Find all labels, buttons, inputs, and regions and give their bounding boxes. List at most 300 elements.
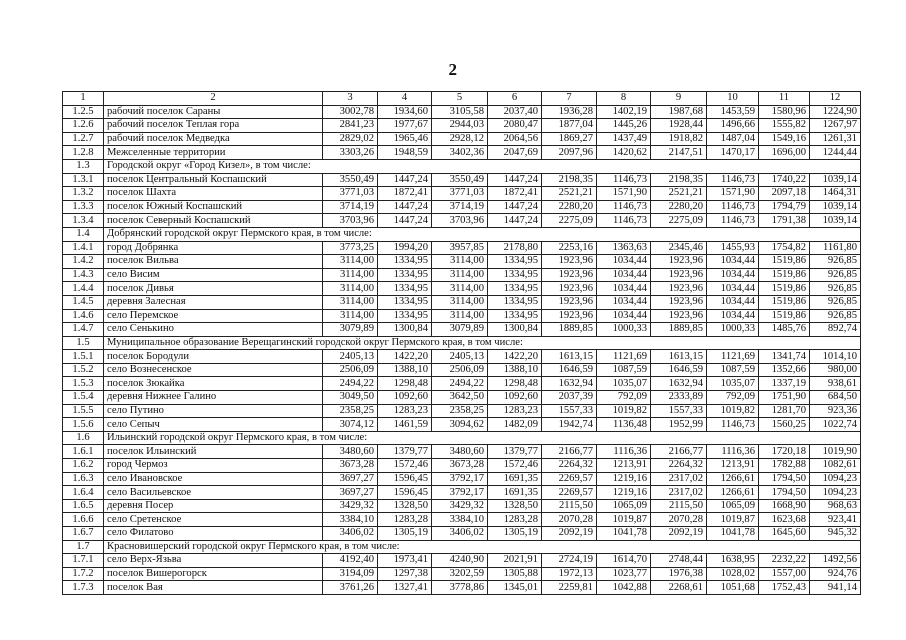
value-cell: 941,14 [810, 581, 861, 595]
settlement-name: поселок Вишерогорск [104, 567, 323, 581]
value-cell: 1877,04 [542, 119, 597, 133]
value-cell: 1334,95 [378, 309, 432, 323]
value-cell: 2097,96 [542, 146, 597, 160]
value-cell: 3792,17 [432, 486, 488, 500]
value-cell: 924,76 [810, 567, 861, 581]
value-cell: 1918,82 [651, 132, 707, 146]
value-cell: 1923,96 [542, 268, 597, 282]
value-cell: 1549,16 [759, 132, 810, 146]
value-cell: 1039,14 [810, 200, 861, 214]
value-cell: 1976,38 [651, 567, 707, 581]
value-cell: 3714,19 [432, 200, 488, 214]
value-cell: 3480,60 [323, 445, 378, 459]
value-cell: 3697,27 [323, 486, 378, 500]
value-cell: 1023,77 [597, 567, 651, 581]
value-cell: 2166,77 [651, 445, 707, 459]
value-cell: 1453,59 [707, 105, 759, 119]
value-cell: 3771,03 [323, 187, 378, 201]
section-title: Городской округ «Город Кизел», в том числе: [104, 159, 861, 173]
value-cell: 1623,68 [759, 513, 810, 527]
value-cell: 1300,84 [378, 323, 432, 337]
settlement-name: рабочий поселок Теплая гора [104, 119, 323, 133]
table-row [63, 459, 861, 473]
table-row [63, 445, 861, 459]
value-cell: 1028,02 [707, 567, 759, 581]
table-row [63, 187, 861, 201]
value-cell: 1872,41 [488, 187, 542, 201]
value-cell: 1146,73 [597, 173, 651, 187]
value-cell: 1422,20 [378, 350, 432, 364]
settlement-name: город Добрянка [104, 241, 323, 255]
value-cell: 2147,51 [651, 146, 707, 160]
table-row [63, 173, 861, 187]
value-cell: 2275,09 [651, 214, 707, 228]
value-cell: 2358,25 [432, 404, 488, 418]
value-cell: 2092,19 [542, 527, 597, 541]
value-cell: 1869,27 [542, 132, 597, 146]
value-cell: 1923,96 [651, 309, 707, 323]
value-cell: 1341,74 [759, 350, 810, 364]
value-cell: 1720,18 [759, 445, 810, 459]
value-cell: 3550,49 [323, 173, 378, 187]
row-code: 1.2.5 [63, 105, 104, 119]
settlement-name: село Сретенское [104, 513, 323, 527]
row-code: 1.4.6 [63, 309, 104, 323]
value-cell: 1092,60 [378, 391, 432, 405]
value-cell: 3384,10 [432, 513, 488, 527]
value-cell: 1334,95 [488, 309, 542, 323]
value-cell: 1334,95 [378, 295, 432, 309]
value-cell: 1328,50 [378, 499, 432, 513]
value-cell: 1973,41 [378, 554, 432, 568]
row-code: 1.7.1 [63, 554, 104, 568]
value-cell: 1923,96 [651, 282, 707, 296]
value-cell: 2198,35 [542, 173, 597, 187]
row-code: 1.7.2 [63, 567, 104, 581]
column-number-5: 5 [432, 92, 488, 106]
value-cell: 3771,03 [432, 187, 488, 201]
value-cell: 1283,23 [378, 404, 432, 418]
value-cell: 2494,22 [323, 377, 378, 391]
settlement-name: поселок Северный Коспашский [104, 214, 323, 228]
value-cell: 1379,77 [378, 445, 432, 459]
value-cell: 2021,91 [488, 554, 542, 568]
value-cell: 1014,10 [810, 350, 861, 364]
value-cell: 2264,32 [651, 459, 707, 473]
value-cell: 1283,28 [378, 513, 432, 527]
value-cell: 1334,95 [488, 282, 542, 296]
value-cell: 1094,23 [810, 472, 861, 486]
value-cell: 1638,95 [707, 554, 759, 568]
value-cell: 2037,40 [488, 105, 542, 119]
settlement-name: поселок Вая [104, 581, 323, 595]
value-cell: 1613,15 [542, 350, 597, 364]
row-code: 1.4 [63, 227, 104, 241]
value-cell: 1496,66 [707, 119, 759, 133]
value-cell: 1266,61 [707, 486, 759, 500]
value-cell: 3002,78 [323, 105, 378, 119]
value-cell: 3697,27 [323, 472, 378, 486]
section-title: Ильинский городской округ Пермского края, в том числе: [104, 431, 861, 445]
value-cell: 2047,69 [488, 146, 542, 160]
value-cell: 684,50 [810, 391, 861, 405]
value-cell: 1447,24 [488, 200, 542, 214]
value-cell: 1041,78 [707, 527, 759, 541]
value-cell: 1461,59 [378, 418, 432, 432]
row-code: 1.5.2 [63, 363, 104, 377]
value-cell: 1464,31 [810, 187, 861, 201]
value-cell: 1447,24 [488, 173, 542, 187]
value-cell: 1034,44 [597, 295, 651, 309]
value-cell: 3094,62 [432, 418, 488, 432]
column-number-7: 7 [542, 92, 597, 106]
value-cell: 2405,13 [432, 350, 488, 364]
section-title: Красновишерский городской округ Пермского края, в том числе: [104, 540, 861, 554]
value-cell: 926,85 [810, 309, 861, 323]
row-code: 1.3.3 [63, 200, 104, 214]
table-row [63, 527, 861, 541]
value-cell: 3773,25 [323, 241, 378, 255]
value-cell: 1146,73 [597, 214, 651, 228]
value-cell: 1213,91 [707, 459, 759, 473]
value-cell: 2345,46 [651, 241, 707, 255]
row-code: 1.5.6 [63, 418, 104, 432]
value-cell: 926,85 [810, 295, 861, 309]
value-cell: 3384,10 [323, 513, 378, 527]
value-cell: 3703,96 [432, 214, 488, 228]
value-cell: 926,85 [810, 268, 861, 282]
settlement-name: поселок Вильва [104, 255, 323, 269]
settlement-name: поселок Бородули [104, 350, 323, 364]
settlement-name: село Филатово [104, 527, 323, 541]
settlement-name: поселок Центральный Коспашский [104, 173, 323, 187]
value-cell: 1987,68 [651, 105, 707, 119]
value-cell: 1039,14 [810, 214, 861, 228]
value-cell: 1379,77 [488, 445, 542, 459]
value-cell: 926,85 [810, 255, 861, 269]
value-cell: 3114,00 [432, 268, 488, 282]
table-row [63, 567, 861, 581]
value-cell: 3049,50 [323, 391, 378, 405]
value-cell: 1571,90 [707, 187, 759, 201]
value-cell: 2166,77 [542, 445, 597, 459]
value-cell: 2097,18 [759, 187, 810, 201]
value-cell: 1487,04 [707, 132, 759, 146]
value-cell: 4240,90 [432, 554, 488, 568]
value-cell: 1116,36 [707, 445, 759, 459]
value-cell: 1041,78 [597, 527, 651, 541]
value-cell: 3194,09 [323, 567, 378, 581]
value-cell: 2317,02 [651, 472, 707, 486]
value-cell: 2748,44 [651, 554, 707, 568]
value-cell: 1782,88 [759, 459, 810, 473]
value-cell: 2070,28 [542, 513, 597, 527]
value-cell: 1352,66 [759, 363, 810, 377]
table-row [63, 554, 861, 568]
row-code: 1.6.5 [63, 499, 104, 513]
value-cell: 1447,24 [378, 200, 432, 214]
column-number-4: 4 [378, 92, 432, 106]
value-cell: 3114,00 [323, 282, 378, 296]
row-code: 1.2.7 [63, 132, 104, 146]
value-cell: 1614,70 [597, 554, 651, 568]
table-row [63, 513, 861, 527]
value-cell: 1555,82 [759, 119, 810, 133]
table-row [63, 214, 861, 228]
settlement-name: поселок Шахта [104, 187, 323, 201]
table-row [63, 200, 861, 214]
value-cell: 3114,00 [432, 255, 488, 269]
value-cell: 1146,73 [707, 214, 759, 228]
value-cell: 2724,19 [542, 554, 597, 568]
column-number-6: 6 [488, 92, 542, 106]
column-number-11: 11 [759, 92, 810, 106]
value-cell: 1121,69 [597, 350, 651, 364]
value-cell: 1334,95 [488, 268, 542, 282]
row-code: 1.4.3 [63, 268, 104, 282]
header-row [63, 92, 861, 106]
value-cell: 1972,13 [542, 567, 597, 581]
value-cell: 1305,88 [488, 567, 542, 581]
value-cell: 1485,76 [759, 323, 810, 337]
table-body [63, 92, 861, 595]
value-cell: 1363,63 [597, 241, 651, 255]
row-code: 1.4.1 [63, 241, 104, 255]
value-cell: 1571,90 [597, 187, 651, 201]
value-cell: 2358,25 [323, 404, 378, 418]
value-cell: 1447,24 [488, 214, 542, 228]
settlement-name: село Сепыч [104, 418, 323, 432]
value-cell: 1283,23 [488, 404, 542, 418]
settlement-name: село Васильевское [104, 486, 323, 500]
value-cell: 1519,86 [759, 255, 810, 269]
section-title: Муниципальное образование Верещагинский городской округ Пермского края, в том числе: [104, 336, 861, 350]
value-cell: 1219,16 [597, 486, 651, 500]
value-cell: 3714,19 [323, 200, 378, 214]
value-cell: 3079,89 [323, 323, 378, 337]
value-cell: 1267,97 [810, 119, 861, 133]
value-cell: 2115,50 [542, 499, 597, 513]
value-cell: 926,85 [810, 282, 861, 296]
column-number-1: 1 [63, 92, 104, 106]
value-cell: 923,41 [810, 513, 861, 527]
value-cell: 1754,82 [759, 241, 810, 255]
row-code: 1.2.8 [63, 146, 104, 160]
value-cell: 1557,33 [651, 404, 707, 418]
value-cell: 1420,62 [597, 146, 651, 160]
value-cell: 1632,94 [542, 377, 597, 391]
settlement-name: город Чермоз [104, 459, 323, 473]
column-number-3: 3 [323, 92, 378, 106]
value-cell: 1035,07 [597, 377, 651, 391]
value-cell: 1297,38 [378, 567, 432, 581]
row-code: 1.7.3 [63, 581, 104, 595]
row-code: 1.5 [63, 336, 104, 350]
value-cell: 1146,73 [597, 200, 651, 214]
value-cell: 1034,44 [707, 309, 759, 323]
value-cell: 3303,26 [323, 146, 378, 160]
value-cell: 2268,61 [651, 581, 707, 595]
table-row [63, 377, 861, 391]
value-cell: 1300,84 [488, 323, 542, 337]
section-row [63, 227, 861, 241]
table-row [63, 418, 861, 432]
value-cell: 2269,57 [542, 486, 597, 500]
value-cell: 2232,22 [759, 554, 810, 568]
value-cell: 1402,19 [597, 105, 651, 119]
value-cell: 1019,90 [810, 445, 861, 459]
row-code: 1.4.7 [63, 323, 104, 337]
table-row [63, 404, 861, 418]
row-code: 1.5.1 [63, 350, 104, 364]
table-row [63, 581, 861, 595]
value-cell: 1092,60 [488, 391, 542, 405]
value-cell: 1065,09 [707, 499, 759, 513]
value-cell: 1019,87 [707, 513, 759, 527]
value-cell: 1613,15 [651, 350, 707, 364]
value-cell: 1492,56 [810, 554, 861, 568]
value-cell: 3105,58 [432, 105, 488, 119]
value-cell: 1116,36 [597, 445, 651, 459]
table-row [63, 105, 861, 119]
table-row [63, 268, 861, 282]
value-cell: 1923,96 [542, 282, 597, 296]
value-cell: 1146,73 [707, 200, 759, 214]
section-row [63, 431, 861, 445]
settlement-name: село Ивановское [104, 472, 323, 486]
value-cell: 1039,14 [810, 173, 861, 187]
value-cell: 1889,85 [651, 323, 707, 337]
value-cell: 1923,96 [651, 295, 707, 309]
value-cell: 1455,93 [707, 241, 759, 255]
value-cell: 1519,86 [759, 309, 810, 323]
value-cell: 1121,69 [707, 350, 759, 364]
row-code: 1.7 [63, 540, 104, 554]
value-cell: 1952,99 [651, 418, 707, 432]
value-cell: 1668,90 [759, 499, 810, 513]
value-cell: 1034,44 [597, 309, 651, 323]
value-cell: 1213,91 [597, 459, 651, 473]
value-cell: 1580,96 [759, 105, 810, 119]
value-cell: 2944,03 [432, 119, 488, 133]
value-cell: 1337,19 [759, 377, 810, 391]
table-row [63, 255, 861, 269]
settlement-name: Межселенные территории [104, 146, 323, 160]
value-cell: 1977,67 [378, 119, 432, 133]
section-row [63, 159, 861, 173]
value-cell: 1696,00 [759, 146, 810, 160]
value-cell: 2333,89 [651, 391, 707, 405]
value-cell: 1388,10 [488, 363, 542, 377]
value-cell: 1560,25 [759, 418, 810, 432]
value-cell: 3202,59 [432, 567, 488, 581]
value-cell: 945,32 [810, 527, 861, 541]
value-cell: 1022,74 [810, 418, 861, 432]
value-cell: 1328,50 [488, 499, 542, 513]
value-cell: 1752,43 [759, 581, 810, 595]
value-cell: 1447,24 [378, 214, 432, 228]
row-code: 1.3.1 [63, 173, 104, 187]
value-cell: 2080,47 [488, 119, 542, 133]
value-cell: 1447,24 [378, 173, 432, 187]
value-cell: 1422,20 [488, 350, 542, 364]
table-row [63, 472, 861, 486]
value-cell: 2405,13 [323, 350, 378, 364]
value-cell: 1388,10 [378, 363, 432, 377]
value-cell: 1794,79 [759, 200, 810, 214]
value-cell: 1244,44 [810, 146, 861, 160]
value-cell: 1136,48 [597, 418, 651, 432]
value-cell: 1740,22 [759, 173, 810, 187]
value-cell: 1872,41 [378, 187, 432, 201]
value-cell: 3114,00 [432, 309, 488, 323]
value-cell: 1948,59 [378, 146, 432, 160]
value-cell: 1923,96 [542, 255, 597, 269]
value-cell: 1994,20 [378, 241, 432, 255]
settlement-name: село Перемское [104, 309, 323, 323]
value-cell: 3074,12 [323, 418, 378, 432]
value-cell: 1645,60 [759, 527, 810, 541]
value-cell: 2269,57 [542, 472, 597, 486]
value-cell: 2064,56 [488, 132, 542, 146]
row-code: 1.5.3 [63, 377, 104, 391]
table-row [63, 146, 861, 160]
row-code: 1.4.2 [63, 255, 104, 269]
value-cell: 3642,50 [432, 391, 488, 405]
settlement-name: деревня Залесная [104, 295, 323, 309]
value-cell: 1082,61 [810, 459, 861, 473]
value-cell: 1019,87 [597, 513, 651, 527]
value-cell: 3114,00 [432, 295, 488, 309]
value-cell: 3406,02 [432, 527, 488, 541]
column-number-9: 9 [651, 92, 707, 106]
value-cell: 1646,59 [542, 363, 597, 377]
value-cell: 1345,01 [488, 581, 542, 595]
value-cell: 1334,95 [378, 282, 432, 296]
settlement-name: село Путино [104, 404, 323, 418]
table-row [63, 119, 861, 133]
value-cell: 792,09 [707, 391, 759, 405]
value-cell: 1923,96 [651, 255, 707, 269]
value-cell: 1146,73 [707, 173, 759, 187]
value-cell: 2841,23 [323, 119, 378, 133]
value-cell: 1334,95 [378, 255, 432, 269]
value-cell: 2092,19 [651, 527, 707, 541]
value-cell: 1965,46 [378, 132, 432, 146]
row-code: 1.5.5 [63, 404, 104, 418]
row-code: 1.6.6 [63, 513, 104, 527]
value-cell: 1596,45 [378, 472, 432, 486]
value-cell: 968,63 [810, 499, 861, 513]
row-code: 1.2.6 [63, 119, 104, 133]
value-cell: 1923,96 [542, 295, 597, 309]
table-row [63, 309, 861, 323]
value-cell: 1224,90 [810, 105, 861, 119]
value-cell: 3480,60 [432, 445, 488, 459]
settlement-name: поселок Южный Коспашский [104, 200, 323, 214]
value-cell: 3114,00 [323, 255, 378, 269]
value-cell: 1928,44 [651, 119, 707, 133]
value-cell: 980,00 [810, 363, 861, 377]
value-cell: 3429,32 [323, 499, 378, 513]
settlement-name: село Верх-Язьва [104, 554, 323, 568]
value-cell: 3792,17 [432, 472, 488, 486]
value-cell: 2037,39 [542, 391, 597, 405]
table-row [63, 499, 861, 513]
value-cell: 1219,16 [597, 472, 651, 486]
value-cell: 1305,19 [378, 527, 432, 541]
row-code: 1.6.4 [63, 486, 104, 500]
